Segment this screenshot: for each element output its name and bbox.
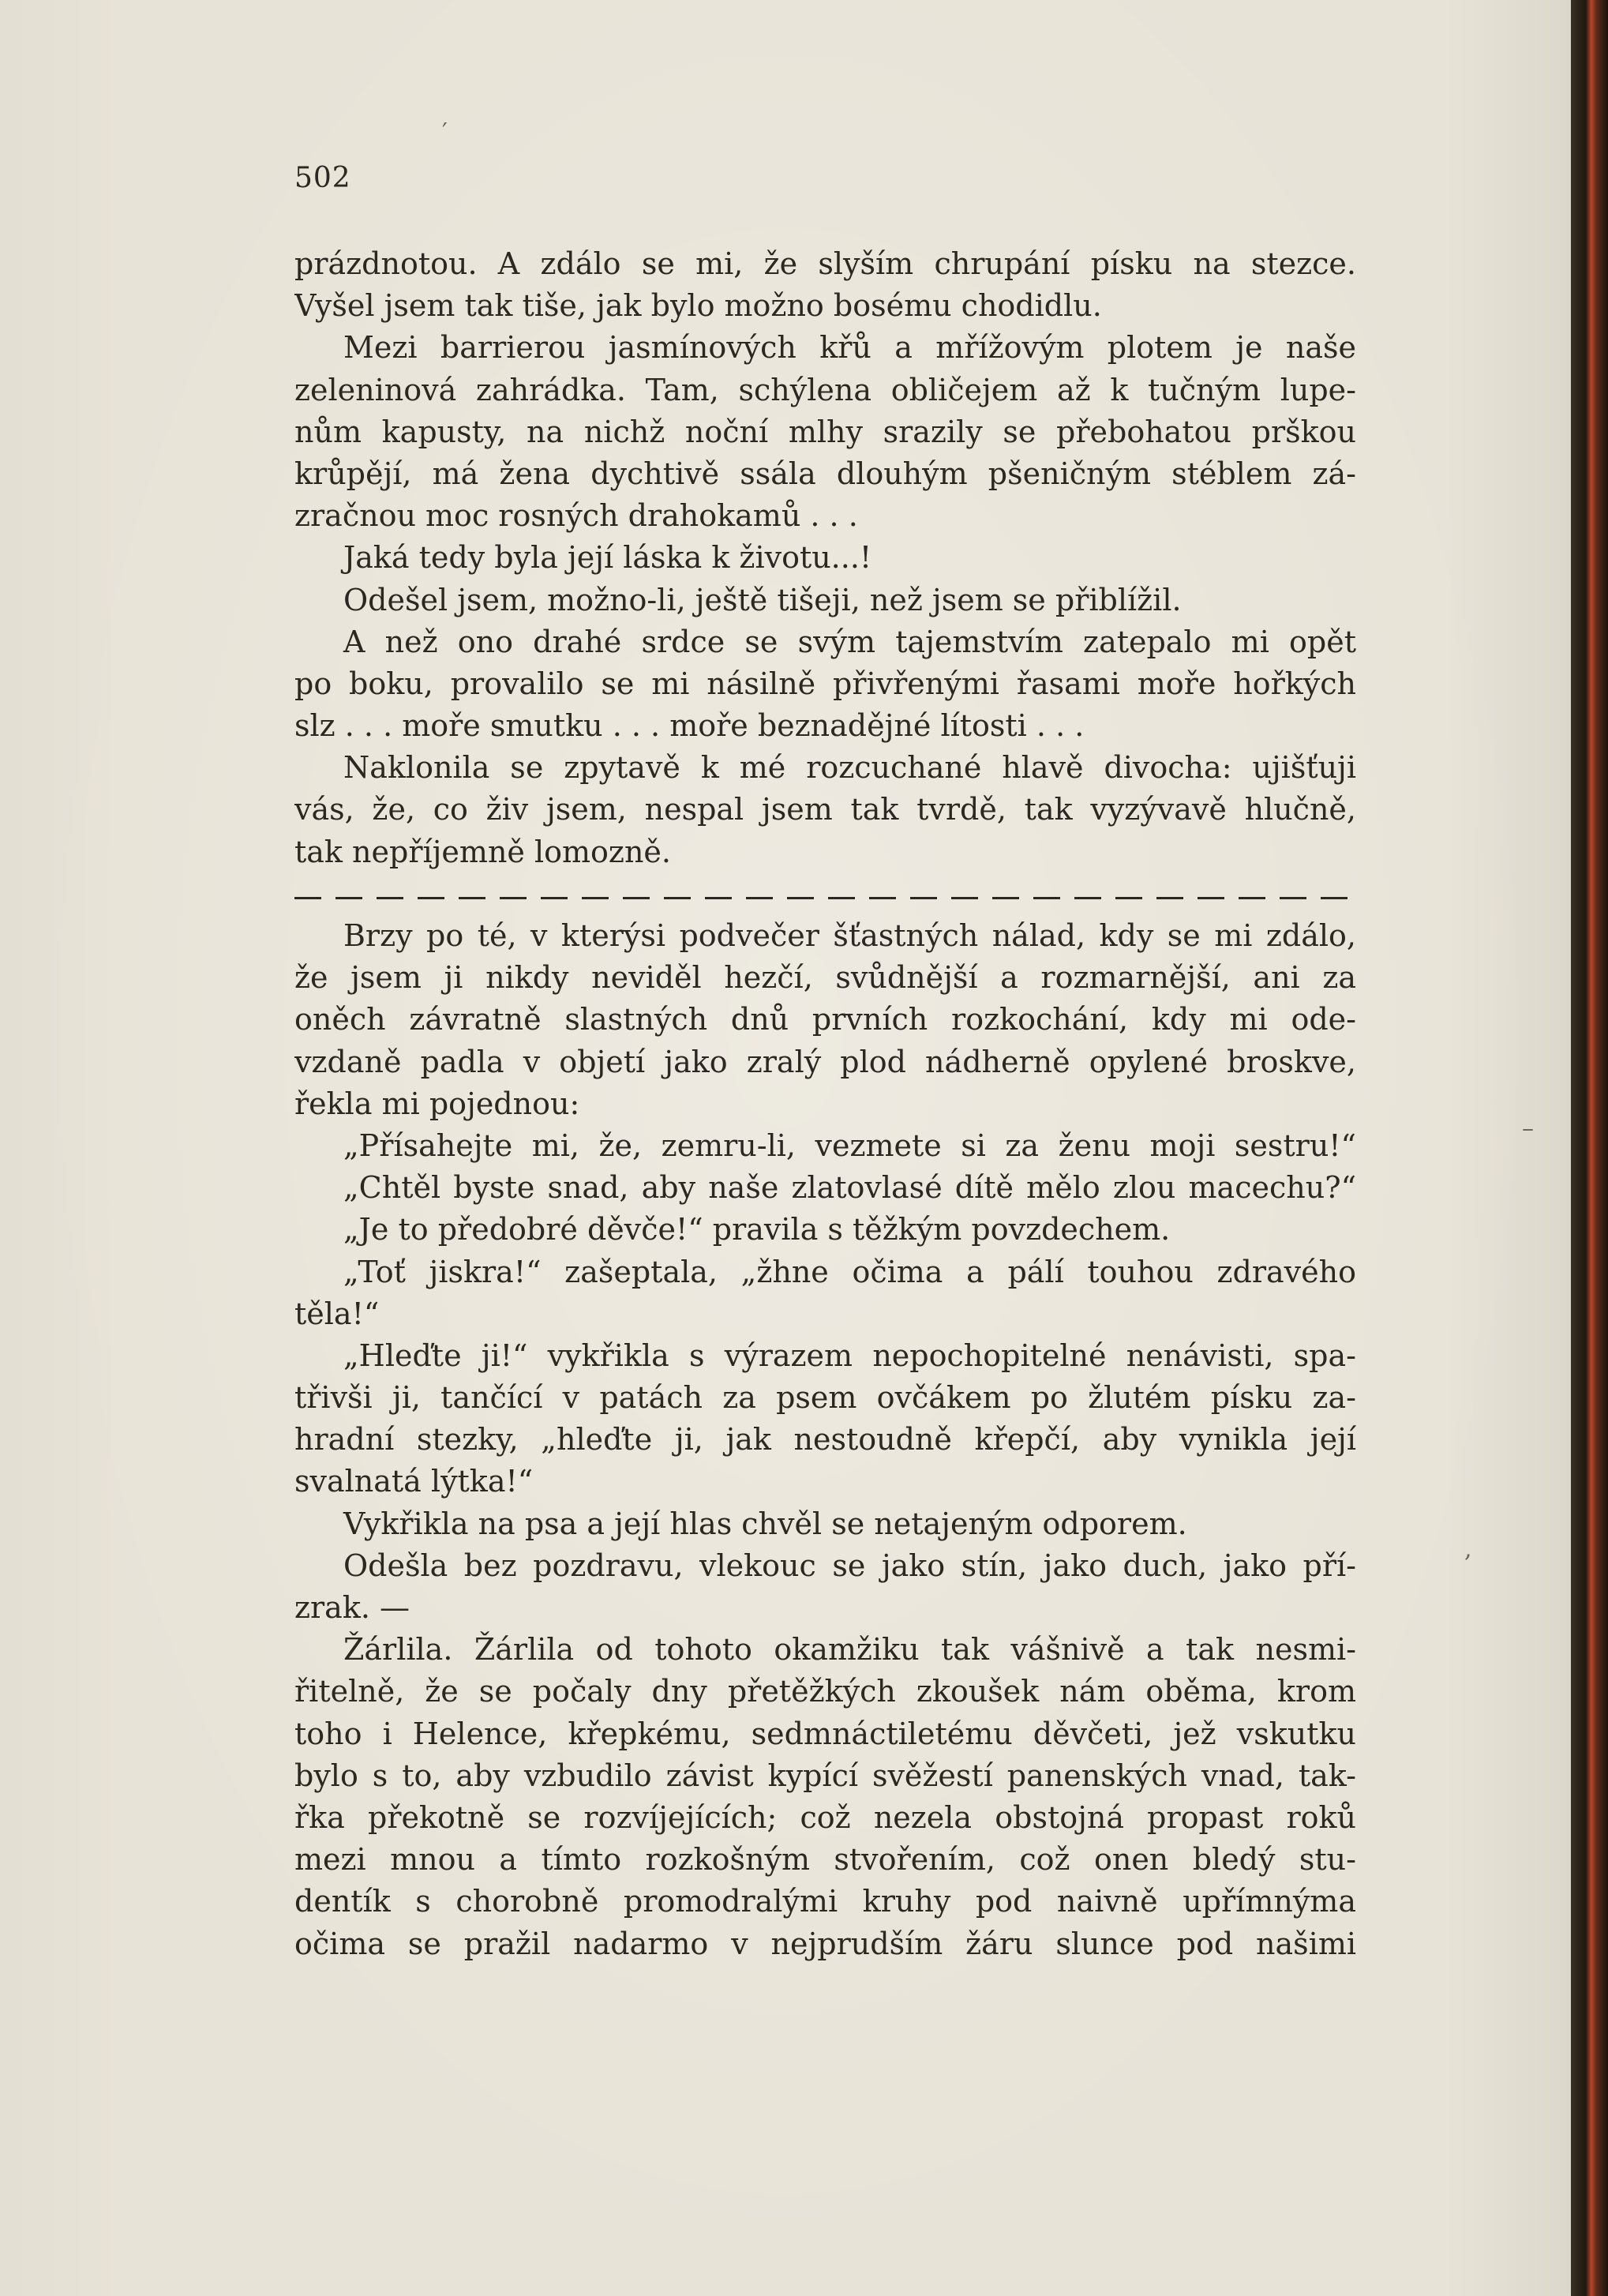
text-line: Vykřikla na psa a její hlas chvěl se netajeným odporem.	[343, 1506, 1187, 1541]
text-line: zračnou moc rosných drahokamů . . .	[294, 498, 858, 534]
text-line: vzdaně padla v objetí jako zralý plod nádherně opylené broskve,	[294, 1044, 1356, 1079]
text-line: „Hleďte ji!“ vykřikla s výrazem nepochopitelné nenávisti, spa-	[343, 1337, 1356, 1373]
text-line: tak nepříjemně lomozně.	[294, 834, 671, 869]
text-line: Naklonila se zpytavě k mé rozcuchané hlavě divocha: ujišťuji	[343, 750, 1356, 786]
text-line: řekla mi pojednou:	[294, 1086, 580, 1121]
text-line: po boku, provalilo se mi násilně přivřenými řasami moře hořkých	[294, 666, 1356, 701]
ink-speck: ,	[1464, 1536, 1472, 1563]
text-line: prázdnotou. A zdálo se mi, že slyším chrupání písku na stezce.	[294, 246, 1356, 281]
body-text	[294, 243, 1356, 1965]
text-line: „Je to předobré děvče!“ pravila s těžkým povzdechem.	[343, 1212, 1171, 1247]
text-line: třivši ji, tančící v patách za psem ovčákem po žlutém písku za-	[294, 1380, 1356, 1416]
text-line: Mezi barrierou jasmínových křů a mřížovým plotem je naše	[343, 330, 1356, 366]
text-line: toho i Helence, křepkému, sedmnáctiletému děvčeti, jež vskutku	[294, 1716, 1356, 1751]
page-number: 502	[294, 162, 351, 194]
text-line: zrak. —	[294, 1590, 410, 1625]
text-line: Odešel jsem, možno-li, ještě tišeji, než jsem se přiblížil.	[343, 582, 1182, 617]
text-line: „Chtěl byste snad, aby naše zlatovlasé dítě mělo zlou macechu?“	[343, 1170, 1356, 1206]
text-line: těla!“	[294, 1296, 380, 1331]
text-line: Žárlila. Žárlila od tohoto okamžiku tak vášnivě a tak nesmi-	[343, 1632, 1356, 1668]
ink-speck: ′	[442, 118, 448, 146]
text-line: očima se pražil nadarmo v nejprudším žáru slunce pod našimi	[294, 1926, 1356, 1961]
section-divider	[294, 873, 1356, 915]
ink-speck: –	[1522, 1115, 1534, 1142]
text-line: Brzy po té, v kterýsi podvečer šťastných nálad, kdy se mi zdálo,	[343, 918, 1356, 953]
text-line: „Toť jiskra!“ zašeptala, „žhne očima a pálí touhou zdravého	[343, 1254, 1356, 1289]
text-line: nům kapusty, na nichž noční mlhy srazily se přebohatou prškou	[294, 414, 1356, 449]
text-line: Vyšel jsem tak tiše, jak bylo možno bosému chodidlu.	[294, 288, 1102, 324]
book-spine-edge	[1571, 0, 1608, 2296]
dashed-rule	[294, 897, 1356, 899]
text-line: slz . . . moře smutku . . . moře beznadějné lítosti . . .	[294, 708, 1085, 744]
text-line: řka překotně se rozvíjejících; což nezela obstojná propast roků	[294, 1799, 1356, 1835]
text-line: „Přísahejte mi, že, zemru-li, vezmete si za ženu moji sestru!“	[343, 1127, 1356, 1163]
text-line: dentík s chorobně promodralými kruhy pod naivně upřímnýma	[294, 1884, 1356, 1919]
text-line: bylo s to, aby vzbudilo závist kypící svěžestí panenských vnad, tak-	[294, 1758, 1356, 1793]
text-line: A než ono drahé srdce se svým tajemstvím zatepalo mi opět	[343, 624, 1356, 659]
text-line: oněch závratně slastných dnů prvních rozkochání, kdy mi ode-	[294, 1002, 1356, 1037]
text-line: zeleninová zahrádka. Tam, schýlena obličejem až k tučným lupe-	[294, 372, 1356, 407]
text-line: že jsem ji nikdy neviděl hezčí, svůdnější a rozmarnější, ani za	[294, 960, 1356, 996]
text-line: vás, že, co živ jsem, nespal jsem tak tvrdě, tak vyzývavě hlučně,	[294, 792, 1356, 827]
text-line: krůpějí, má žena dychtivě ssála dlouhým pšeničným stéblem zá-	[294, 456, 1356, 491]
text-line: řitelně, že se počaly dny přetěžkých zkoušek nám oběma, krom	[294, 1674, 1356, 1709]
text-line: svalnatá lýtka!“	[294, 1464, 534, 1499]
text-line: Jaká tedy byla její láska k životu...!	[343, 540, 872, 576]
text-line: mezi mnou a tímto rozkošným stvořením, což onen bledý stu-	[294, 1842, 1356, 1878]
text-line: Odešla bez pozdravu, vlekouc se jako stín, jako duch, jako pří-	[343, 1548, 1356, 1583]
text-line: hradní stezky, „hleďte ji, jak nestoudně křepčí, aby vynikla její	[294, 1422, 1356, 1458]
